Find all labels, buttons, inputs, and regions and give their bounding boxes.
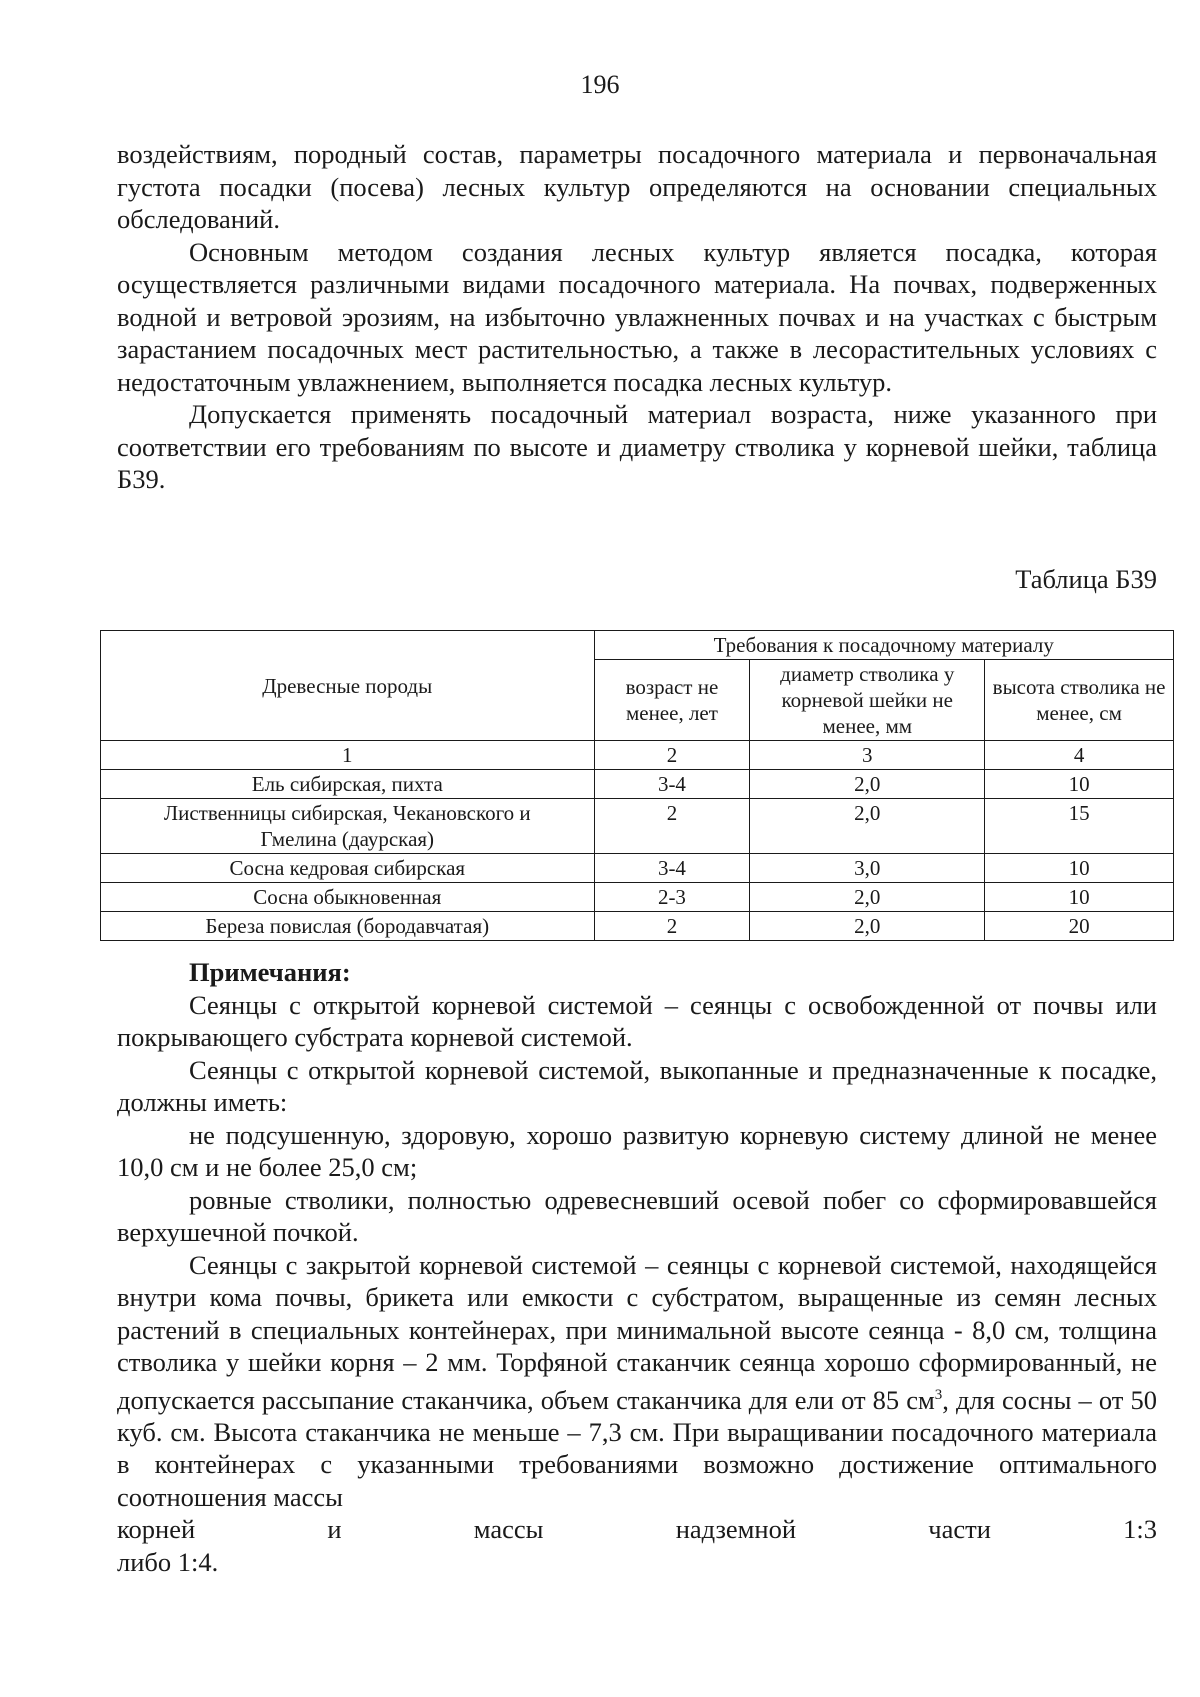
note-5-end: либо 1:4. [117,1546,219,1577]
col-number: 3 [750,741,985,770]
notes-title: Примечания: [189,957,351,987]
paragraph-2: Основным методом создания лесных культур является посадка, которая осуществляется различными видами посадочного материала. На почвах, подверженных водной и ветровой эрозиям, на избыточно увлажненных почвах и на участках с быстрым зарастанием посадочных мест растительностью, а также в лесорастительных условиях с недостаточным увлажнением, выполняется посадка лесных культур. [117,236,1157,397]
col-number: 2 [594,741,750,770]
height-cell: 15 [985,799,1174,854]
notes-section [117,956,1157,1578]
table-caption: Таблица Б39 [1015,564,1157,594]
note-5-part-2: , для сосны – от 50 куб. см. Высота стаканчика не меньше – 7,3 см. При выращивании посадочного материала в контейнерах с указанными требованиями возможно достижение оптимального соотношения массы [117,1384,1157,1512]
species-cell: Береза повислая (бородавчатая) [101,912,595,941]
note-5 [117,1249,1157,1514]
diameter-cell: 2,0 [750,799,985,854]
note-3: не подсушенную, здоровую, хорошо развитую корневую систему длиной не менее 10,0 см и не более 25,0 см; [117,1119,1157,1182]
page-number: 196 [580,70,620,99]
col-number: 4 [985,741,1174,770]
body-text [117,138,1157,496]
header-group: Требования к посадочному материалу [594,631,1173,660]
species-cell: Сосна обыкновенная [101,883,595,912]
note-5-superscript: 3 [934,1386,943,1403]
spread-word: 1:3 [1123,1514,1157,1545]
paragraph-3: Допускается применять посадочный материал возраста, ниже указанного при соответствии его требованиям по высоте и диаметру стволика у корневой шейки, таблица Б39. [117,399,1157,494]
note-4: ровные стволики, полностью одревесневший осевой побег со сформировавшейся верхушечной почкой. [117,1184,1157,1247]
note-2: Сеянцы с открытой корневой системой, выкопанные и предназначенные к посадке, должны иметь: [117,1054,1157,1117]
species-cell: Сосна кедровая сибирская [101,854,595,883]
species-cell: Ель сибирская, пихта [101,770,595,799]
diameter-cell: 2,0 [750,883,985,912]
table-row [101,854,1174,883]
age-cell: 2-3 [594,883,750,912]
spread-word: массы [473,1514,544,1545]
requirements-table [100,630,1174,941]
age-cell: 3-4 [594,770,750,799]
height-cell: 10 [985,770,1174,799]
header-diameter: диаметр стволика у корневой шейки не менее, мм [750,660,985,741]
diameter-cell: 3,0 [750,854,985,883]
height-cell: 10 [985,854,1174,883]
note-5-spread-line [117,1513,1157,1546]
table-row [101,912,1174,941]
header-height: высота стволика не менее, см [985,660,1174,741]
age-cell: 2 [594,912,750,941]
header-age: возраст не менее, лет [594,660,750,741]
col-number: 1 [101,741,595,770]
table-row [101,883,1174,912]
paragraph-1: воздействиям, породный состав, параметры посадочного материала и первоначальная густота посадки (посева) лесных культур определяются на основании специальных обследований. [117,139,1157,234]
spread-word: и [327,1514,342,1545]
spread-word: надземной [675,1514,797,1545]
age-cell: 2 [594,799,750,854]
spread-word: корней [117,1514,196,1545]
diameter-cell: 2,0 [750,770,985,799]
note-1: Сеянцы с открытой корневой системой – сеянцы с освобожденной от почвы или покрывающего субстрата корневой системой. [117,989,1157,1052]
table-header-row [101,631,1174,660]
table-row [101,799,1174,854]
height-cell: 10 [985,883,1174,912]
height-cell: 20 [985,912,1174,941]
table-number-row [101,741,1174,770]
note-5-part-1: Сеянцы с закрытой корневой системой – сеянцы с корневой системой, находящейся внутри кома почвы, брикета или емкости с субстратом, выращенные из семян лесных растений в специальных контейнерах, при минимальной высоте сеянца - 8,0 см, толщина стволика у шейки корня – 2 мм. Торфяной стаканчик сеянца хорошо сформированный, не допускается рассыпание стаканчика, объем стаканчика для ели от 85 см [117,1249,1157,1415]
spread-word: части [928,1514,991,1545]
table-row [101,770,1174,799]
age-cell: 3-4 [594,854,750,883]
diameter-cell: 2,0 [750,912,985,941]
species-cell: Лиственницы сибирская, Чекановского и Гмелина (даурская) [101,799,595,854]
header-species: Древесные породы [101,631,595,741]
